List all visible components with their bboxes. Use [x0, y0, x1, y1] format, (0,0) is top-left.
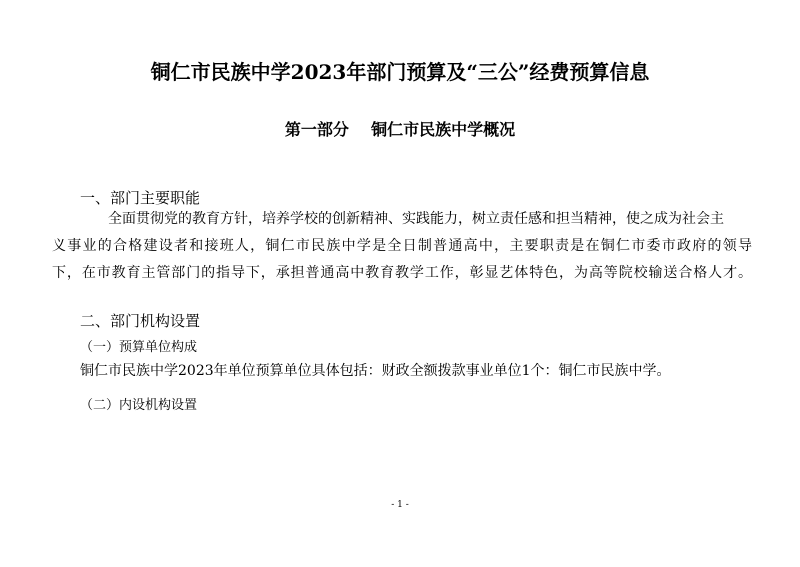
paragraph-line: 全面贯彻党的教育方针，培养学校的创新精神、实践能力，树立责任感和担当精神，使之成为社会主	[108, 211, 724, 227]
section-heading-structure: 二、部门机构设置	[80, 312, 201, 330]
page-number: - 1 -	[391, 500, 409, 510]
paragraph-line: 铜仁市民族中学2023年单位预算单位具体包括：财政全额拨款事业单位1个：铜仁市民族中学。	[80, 363, 671, 379]
part-title: 第一部分 铜仁市民族中学概况	[284, 120, 516, 139]
document-title: 铜仁市民族中学2023年部门预算及“三公”经费预算信息	[150, 60, 650, 84]
subsection-heading-internal-bodies: （二）内设机构设置	[80, 398, 198, 413]
paragraph-line: 下，在市教育主管部门的指导下，承担普通高中教育教学工作，彰显艺体特色，为高等院校输送合格人才。	[52, 265, 752, 281]
subsection-heading-budget-units: （一）预算单位构成	[80, 340, 198, 355]
paragraph-line: 义事业的合格建设者和接班人，铜仁市民族中学是全日制普通高中，主要职责是在铜仁市委市政府的领导	[52, 238, 752, 254]
section-heading-functions: 一、部门主要职能	[80, 189, 201, 207]
